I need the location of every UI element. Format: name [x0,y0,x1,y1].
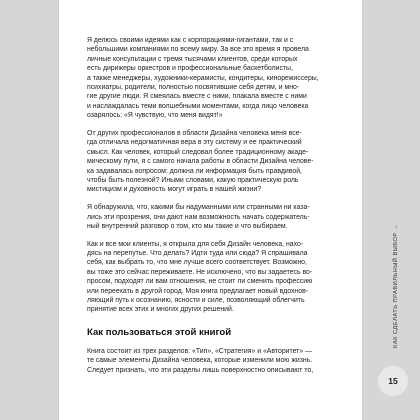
text-line: лись эти прозрения, они дают нам возможность начать содержатель- [87,213,310,221]
text-line: вы тоже это сейчас переживаете. Не исключено, что вы задаетесь во- [87,268,313,276]
text-line: просом, подходят ли вам отношения, не стоит ли сменить профессию [87,278,313,286]
paragraph-1 [87,36,352,121]
page-number-badge: 15 [378,366,408,396]
text-line: чтобы быть полезной? Иными словами, какую практическую роль [87,176,299,184]
text-line: есть дирижеры оркестров и профессиональные баскетболисты, [87,65,293,73]
text-line: От других профессионалов в области Дизайна человека меня все- [87,129,302,137]
text-line: ка задавалась вопросом: должна ли информация быть правдивой, [87,167,302,175]
text-line: Я обнаружила, что, какими бы надуманными или странными ни каза- [87,204,310,212]
text-line: Книга состоит из трех разделов: «Тип», «Стратегия» и «Авторитет» — [87,347,312,355]
paragraph-3 [87,203,352,231]
text-line: Как и все мои клиенты, я открыла для себя Дизайн человека, нахо- [87,240,304,248]
paragraph-5 [87,347,352,375]
text-line: личные консультации с тремя тысячами клиентов, среди которых [87,55,298,63]
text-line: гие другие люди. Я смеялась вместе с ними, плакала вместе с ними [87,93,307,101]
text-line: небольшими компаниями по всему миру. За все это время я провела [87,46,309,54]
text-line: те самые элементы Дизайна человека, которые изменили мою жизнь. [87,357,313,365]
text-line: гда отличала недогматичная вера в эту систему и ее практический [87,139,302,147]
paragraph-4 [87,240,352,315]
text-line: психиатры, родители, полностью посвятившие себя детям, и мно- [87,84,300,92]
text-line: принятие всех этих и многих других решений. [87,306,234,314]
text-line: мическому пути, я с самого начала работы в области Дизайна челове- [87,158,314,166]
text-line: Следует признать, что эти разделы лишь поверхностно описывают то, [87,366,314,374]
book-page [59,0,399,420]
text-line: мистицизм и духовность могут играть в нашей жизни? [87,186,262,194]
text-line: и наслаждалась теми волшебными моментами, когда лицо человека [87,102,309,110]
body-text [87,36,352,383]
text-line: Я делюсь своими идеями как с корпорациями-гигантами, так и с [87,37,294,44]
running-header-vertical: КАК СДЕЛАТЬ ПРАВИЛЬНЫЙ ВЫБОР → [393,224,399,348]
paragraph-2 [87,129,352,195]
text-line: или переехать в другой город. Моя книга предлагает новый вдохнов- [87,287,309,295]
text-line: озарялось: «Я чувствую, что меня видят!» [87,112,223,120]
text-line: а также менеджеры, художники-керамисты, кондитеры, кинорежиссеры, [87,74,319,82]
section-heading: Как пользоваться этой книгой [87,326,232,338]
text-line: ляющий путь к осознанию, ясности и силе, позволяющий облегчить [87,297,305,305]
text-line: ный внутренний разговор о том, кто мы такие и что выбираем. [87,222,288,230]
text-line: дясь на перепутье. Что делать? Идти туда или сюда? Я спрашивала [87,250,308,258]
text-line: смысл. Как человек, который следовал более традиционному акаде- [87,148,309,156]
text-line: себя, как выбрать то, что мне лучше всего соответствует. Возможно, [87,259,307,267]
